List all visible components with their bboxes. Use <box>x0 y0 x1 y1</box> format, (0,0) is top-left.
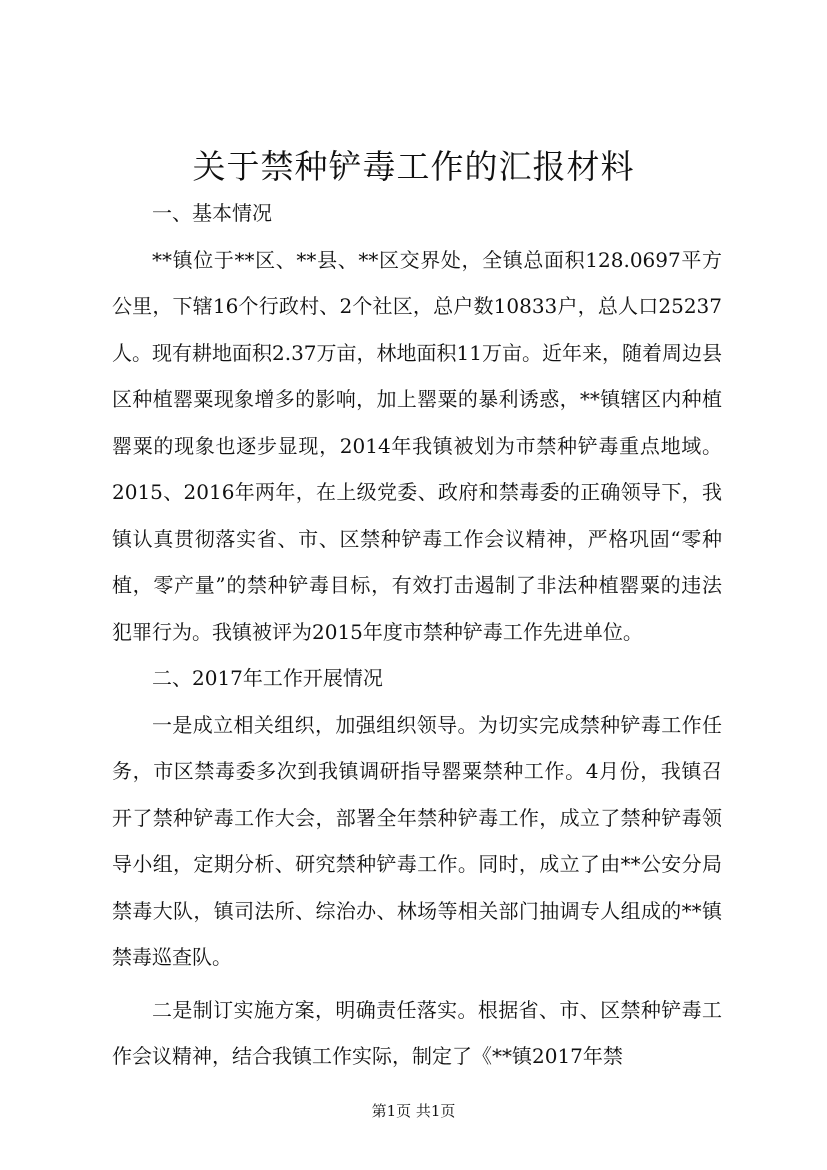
document-title: 关于禁种铲毒工作的汇报材料 <box>192 147 635 186</box>
section-heading-2017-work: 二、2017年工作开展情况 <box>152 666 383 690</box>
paragraph-organization: 一是成立相关组织，加强组织领导。为切实完成禁种铲毒工作任务，市区禁毒委多次到我镇调研指导罂粟禁种工作。4月份，我镇召开了禁种铲毒工作大会，部署全年禁种铲毒工作，成立了禁种铲毒领导小组，定期分析、研究禁种铲毒工作。同时，成立了由**公安分局禁毒大队，镇司法所、综治办、林场等相关部门抽调专人组成的**镇禁毒巡查队。 <box>112 712 722 969</box>
document-body <box>112 190 722 1080</box>
paragraph-implementation-plan: 二是制订实施方案，明确责任落实。根据省、市、区禁种铲毒工作会议精神，结合我镇工作实际，制定了《**镇2017年禁 <box>112 997 722 1068</box>
page-number-footer: 第1页 共1页 <box>371 1102 456 1120</box>
section-heading-basic-situation: 一、基本情况 <box>152 201 272 225</box>
paragraph-basic-situation: **镇位于**区、**县、**区交界处，全镇总面积128.0697平方公里，下辖16个行政村、2个社区，总户数10833户，总人口25237人。现有耕地面积2.37万亩，林地面积11万亩。近年来，随着周边县区种植罂粟现象增多的影响，加上罂粟的暴利诱惑，**镇辖区内种植罂粟的现象也逐步显现，2014年我镇被划为市禁种铲毒重点地域。2015、2016年两年，在上级党委、政府和禁毒委的正确领导下，我镇认真贯彻落实省、市、区禁种铲毒工作会议精神，严格巩固“零种植，零产量”的禁种铲毒目标，有效打击遏制了非法种植罂粟的违法犯罪行为。我镇被评为2015年度市禁种铲毒工作先进单位。 <box>112 247 722 644</box>
